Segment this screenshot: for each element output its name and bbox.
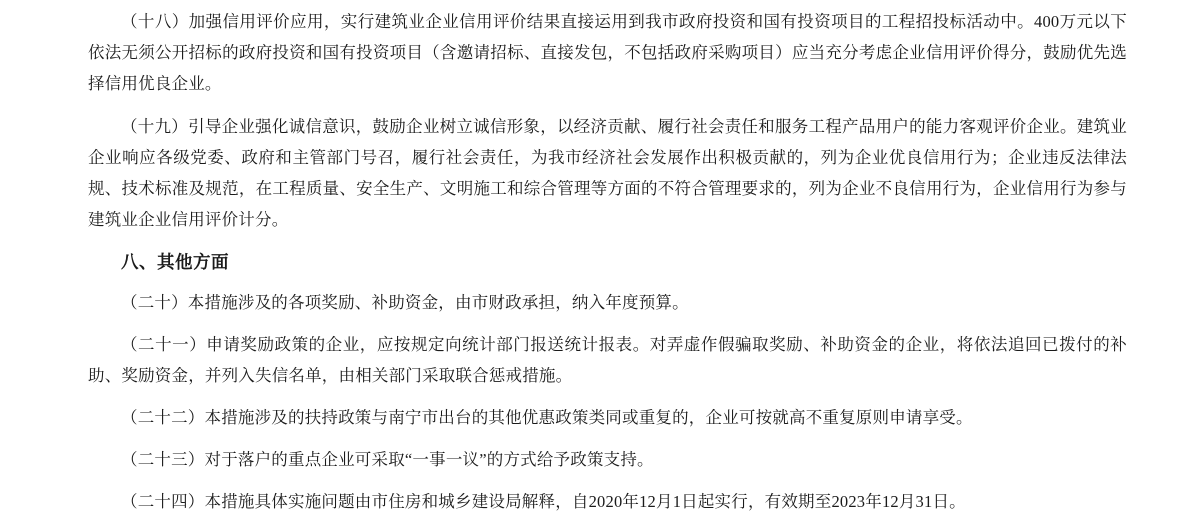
paragraph-21: （二十一）申请奖励政策的企业，应按规定向统计部门报送统计报表。对弄虚作假骗取奖励、补助资金的企业，将依法追回已拨付的补助、奖励资金，并列入失信名单，由相关部门采取联合惩戒措施。 xyxy=(88,335,1127,385)
paragraph-24: （二十四）本措施具体实施问题由市住房和城乡建设局解释，自2020年12月1日起实行，有效期至2023年12月31日。 xyxy=(121,492,966,511)
section-heading-eight: 八、其他方面 xyxy=(121,252,229,272)
paragraph-20: （二十）本措施涉及的各项奖励、补助资金，由市财政承担，纳入年度预算。 xyxy=(121,293,689,312)
paragraph-22: （二十二）本措施涉及的扶持政策与南宁市出台的其他优惠政策类同或重复的，企业可按就高不重复原则申请享受。 xyxy=(121,408,973,427)
paragraph-19: （十九）引导企业强化诚信意识，鼓励企业树立诚信形象，以经济贡献、履行社会责任和服务工程产品用户的能力客观评价企业。建筑业企业响应各级党委、政府和主管部门号召，履行社会责任，为我市经济社会发展作出积极贡献的，列为企业优良信用行为；企业违反法律法规、技术标准及规范，在工程质量、安全生产、文明施工和综合管理等方面的不符合管理要求的，列为企业不良信用行为，企业信用行为参与建筑业企业信用评价计分。 xyxy=(88,117,1127,229)
paragraph-23: （二十三）对于落户的重点企业可采取“一事一议”的方式给予政策支持。 xyxy=(121,450,654,469)
paragraph-18: （十八）加强信用评价应用，实行建筑业企业信用评价结果直接运用到我市政府投资和国有投资项目的工程招投标活动中。400万元以下依法无须公开招标的政府投资和国有投资项目（含邀请招标、直接发包，不包括政府采购项目）应当充分考虑企业信用评价得分，鼓励优先选择信用优良企业。 xyxy=(88,12,1127,93)
